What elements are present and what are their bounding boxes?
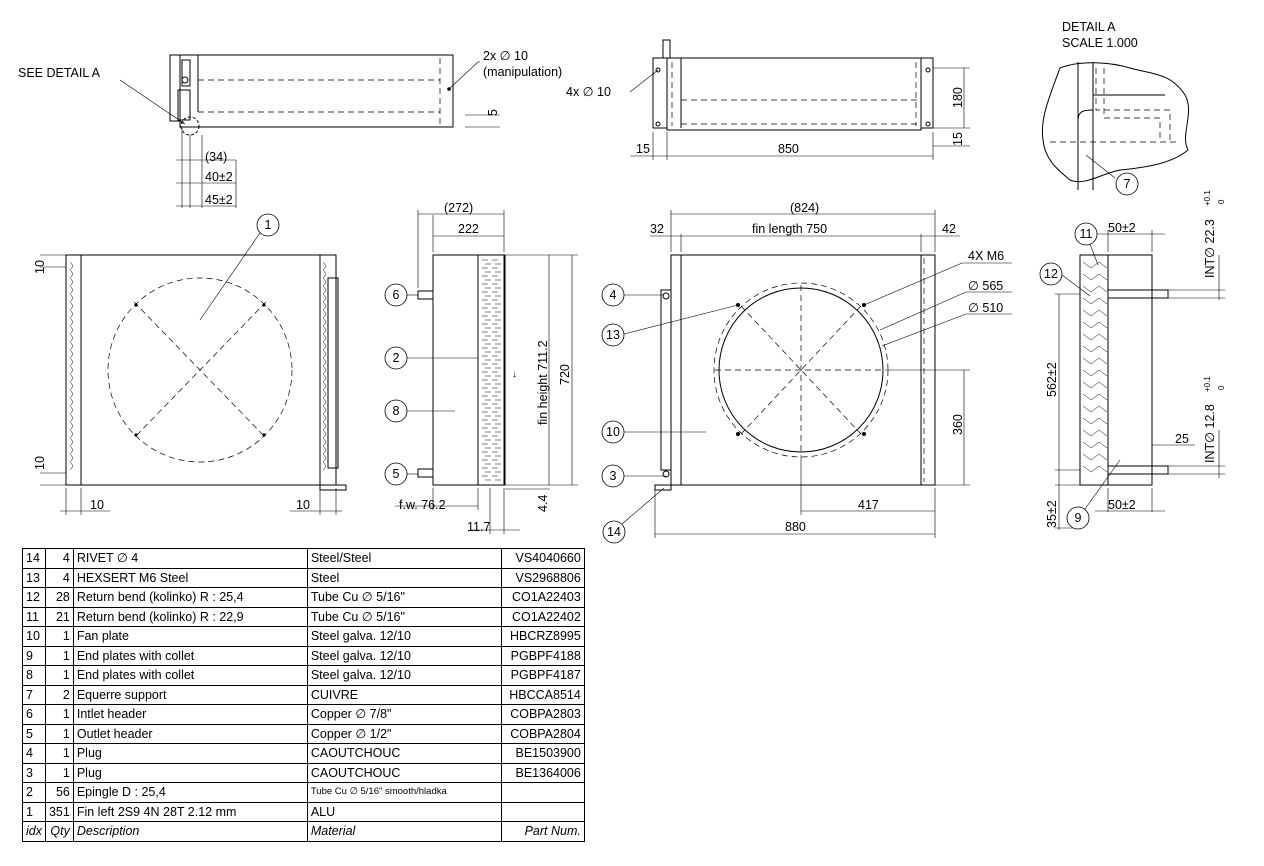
bom-mat: Tube Cu ∅ 5/16" [307,588,501,608]
front-left-dim-10-left: 10 [90,498,104,512]
top-left-dim-45: 45±2 [205,193,233,207]
table-header-row [23,822,585,842]
top-left-dim-40: 40±2 [205,170,233,184]
see-detail-label: SEE DETAIL A [18,66,100,80]
bom-part: COBPA2804 [501,724,584,744]
table-row [23,627,585,647]
front-right-dim-880: 880 [785,520,806,534]
bom-mat: Tube Cu ∅ 5/16" [307,607,501,627]
table-row [23,724,585,744]
front-left-dim-10-bottom: 10 [33,456,47,470]
bom-mat: Steel galva. 12/10 [307,666,501,686]
bom-mat: Steel [307,568,501,588]
table-row [23,744,585,764]
right-tol-22-lo: 0 [1217,199,1226,204]
top-left-view [18,49,562,208]
front-right-dia-510: ∅ 510 [968,301,1004,315]
bom-idx: 9 [23,646,46,666]
bom-desc: Fan plate [73,627,307,647]
bom-desc: End plates with collet [73,666,307,686]
bom-desc: Return bend (kolinko) R : 25,4 [73,588,307,608]
side-dim-272: (272) [444,201,474,215]
bom-part: COBPA2803 [501,705,584,725]
top-mid-holes-note: 4x ∅ 10 [566,85,611,99]
right-tol-12-hi: +0.1 [1203,376,1212,392]
top-left-dim-34: (34) [205,150,228,164]
front-left-view [33,230,346,515]
right-dim-562: 562±2 [1045,362,1059,397]
right-dim-50-bottom: 50±2 [1108,498,1136,512]
bom-mat: ALU [307,802,501,822]
front-left-dim-10-top: 10 [33,260,47,274]
balloon-5: 5 [392,467,400,481]
right-dim-25: 25 [1175,432,1189,446]
bom-idx: 7 [23,685,46,705]
front-right-dim-417: 417 [858,498,879,512]
right-tol-12-lo: 0 [1217,385,1226,390]
right-view [1045,190,1226,530]
side-dim-4-4: 4.4 [536,494,550,512]
bom-desc: RIVET ∅ 4 [73,549,307,569]
side-fin-width: f.w. 76.2 [399,498,446,512]
bom-qty: 28 [45,588,73,608]
bom-desc: End plates with collet [73,646,307,666]
balloon-8: 8 [392,404,400,418]
bom-idx: 3 [23,763,46,783]
bom-qty: 1 [45,646,73,666]
bom-idx: 13 [23,568,46,588]
table-row [23,783,585,803]
bom-qty: 4 [45,568,73,588]
top-mid-dim-15-left: 15 [636,142,650,156]
bom-part: PGBPF4187 [501,666,584,686]
balloon-9: 9 [1074,511,1082,525]
balloon-13: 13 [606,328,620,342]
detail-a-view [1042,20,1188,190]
side-dim-720: 720 [558,364,572,385]
balloon-2: 2 [392,351,400,365]
top-left-holes-note2: (manipulation) [483,65,563,79]
bom-part: HBCCA8514 [501,685,584,705]
bom-idx: 12 [23,588,46,608]
table-row [23,568,585,588]
bom-idx: 4 [23,744,46,764]
bom-header-qty: Qty [45,822,73,842]
bom-desc: Epingle D : 25,4 [73,783,307,803]
table-row [23,549,585,569]
bom-header-part: Part Num. [501,822,584,842]
balloon-6: 6 [392,288,400,302]
bom-qty: 2 [45,685,73,705]
bom-part: CO1A22402 [501,607,584,627]
top-mid-dim-850: 850 [778,142,799,156]
front-right-dim-360: 360 [951,414,965,435]
side-dim-222: 222 [458,222,479,236]
bom-idx: 11 [23,607,46,627]
right-int-12: INT∅ 12.8 [1203,404,1217,463]
top-mid-dim-180: 180 [951,87,965,108]
front-right-dia-565: ∅ 565 [968,279,1004,293]
bom-qty: 21 [45,607,73,627]
bom-desc: Equerre support [73,685,307,705]
table-row [23,646,585,666]
table-row [23,685,585,705]
front-left-dim-10-right: 10 [296,498,310,512]
table-row [23,666,585,686]
table-row [23,802,585,822]
bom-qty: 1 [45,744,73,764]
side-view [392,201,578,534]
bom-desc: Outlet header [73,724,307,744]
bom-header-mat: Material [307,822,501,842]
balloon-11: 11 [1079,227,1093,241]
table-row [23,763,585,783]
balloon-14: 14 [607,525,621,539]
bom-qty: 351 [45,802,73,822]
bom-qty: 56 [45,783,73,803]
bom-idx: 2 [23,783,46,803]
table-row [23,607,585,627]
bom-qty: 4 [45,549,73,569]
bom-mat: Copper ∅ 7/8" [307,705,501,725]
bom-part: BE1503900 [501,744,584,764]
bom-header-desc: Description [73,822,307,842]
side-dim-11-7: 11.7 [467,520,491,534]
front-right-fin-length: fin length 750 [752,222,828,236]
bom-mat: CAOUTCHOUC [307,763,501,783]
bom-desc: Plug [73,744,307,764]
balloon-4: 4 [609,288,617,302]
top-middle-view [566,40,970,160]
bill-of-materials-table [22,548,585,842]
bom-idx: 8 [23,666,46,686]
front-right-hexsert-note: 4X M6 [968,249,1005,263]
bom-part [501,802,584,822]
bom-idx: 14 [23,549,46,569]
side-flow-mark: ↓ [512,369,517,380]
bom-desc: Return bend (kolinko) R : 22,9 [73,607,307,627]
front-right-dim-42: 42 [942,222,956,236]
bom-mat: Steel galva. 12/10 [307,646,501,666]
bom-mat: CAOUTCHOUC [307,744,501,764]
top-left-dim-5: 5 [486,109,500,116]
balloon-12: 12 [1044,267,1058,281]
bom-header-idx: idx [23,822,46,842]
bom-part: PGBPF4188 [501,646,584,666]
balloon-7: 7 [1123,177,1131,191]
top-mid-dim-15-right: 15 [951,132,965,146]
front-right-dim-32: 32 [650,222,664,236]
bom-part: BE1364006 [501,763,584,783]
bom-mat: Tube Cu ∅ 5/16" smooth/hladka [307,783,501,803]
front-right-view [650,201,1012,538]
front-right-dim-824: (824) [790,201,820,215]
table-row [23,705,585,725]
balloon-3: 3 [609,469,617,483]
bom-qty: 1 [45,627,73,647]
top-left-holes-note: 2x ∅ 10 [483,49,528,63]
detail-title: DETAIL A [1062,20,1116,34]
detail-scale: SCALE 1.000 [1062,36,1138,50]
bom-idx: 10 [23,627,46,647]
bom-desc: Plug [73,763,307,783]
bom-mat: Steel galva. 12/10 [307,627,501,647]
bom-idx: 5 [23,724,46,744]
balloon-10: 10 [606,425,620,439]
bom-qty: 1 [45,705,73,725]
bom-mat: CUIVRE [307,685,501,705]
bom-part [501,783,584,803]
bom-part: HBCRZ8995 [501,627,584,647]
bom-desc: HEXSERT M6 Steel [73,568,307,588]
bom-part: CO1A22403 [501,588,584,608]
bom-part: VS4040660 [501,549,584,569]
bom-mat: Copper ∅ 1/2" [307,724,501,744]
balloons [257,173,1138,543]
bom-qty: 1 [45,724,73,744]
side-fin-height: fin height 711.2 [536,340,550,425]
right-dim-50-top: 50±2 [1108,221,1136,235]
bom-mat: Steel/Steel [307,549,501,569]
table-row [23,588,585,608]
bom-qty: 1 [45,763,73,783]
right-dim-35: 35±2 [1045,500,1059,528]
bom-idx: 6 [23,705,46,725]
bom-desc: Intlet header [73,705,307,725]
bom-desc: Fin left 2S9 4N 28T 2.12 mm [73,802,307,822]
bom-part: VS2968806 [501,568,584,588]
right-tol-22-hi: +0.1 [1203,190,1212,206]
bom-idx: 1 [23,802,46,822]
right-int-22: INT∅ 22.3 [1203,219,1217,278]
balloon-1: 1 [264,218,272,232]
bom-qty: 1 [45,666,73,686]
